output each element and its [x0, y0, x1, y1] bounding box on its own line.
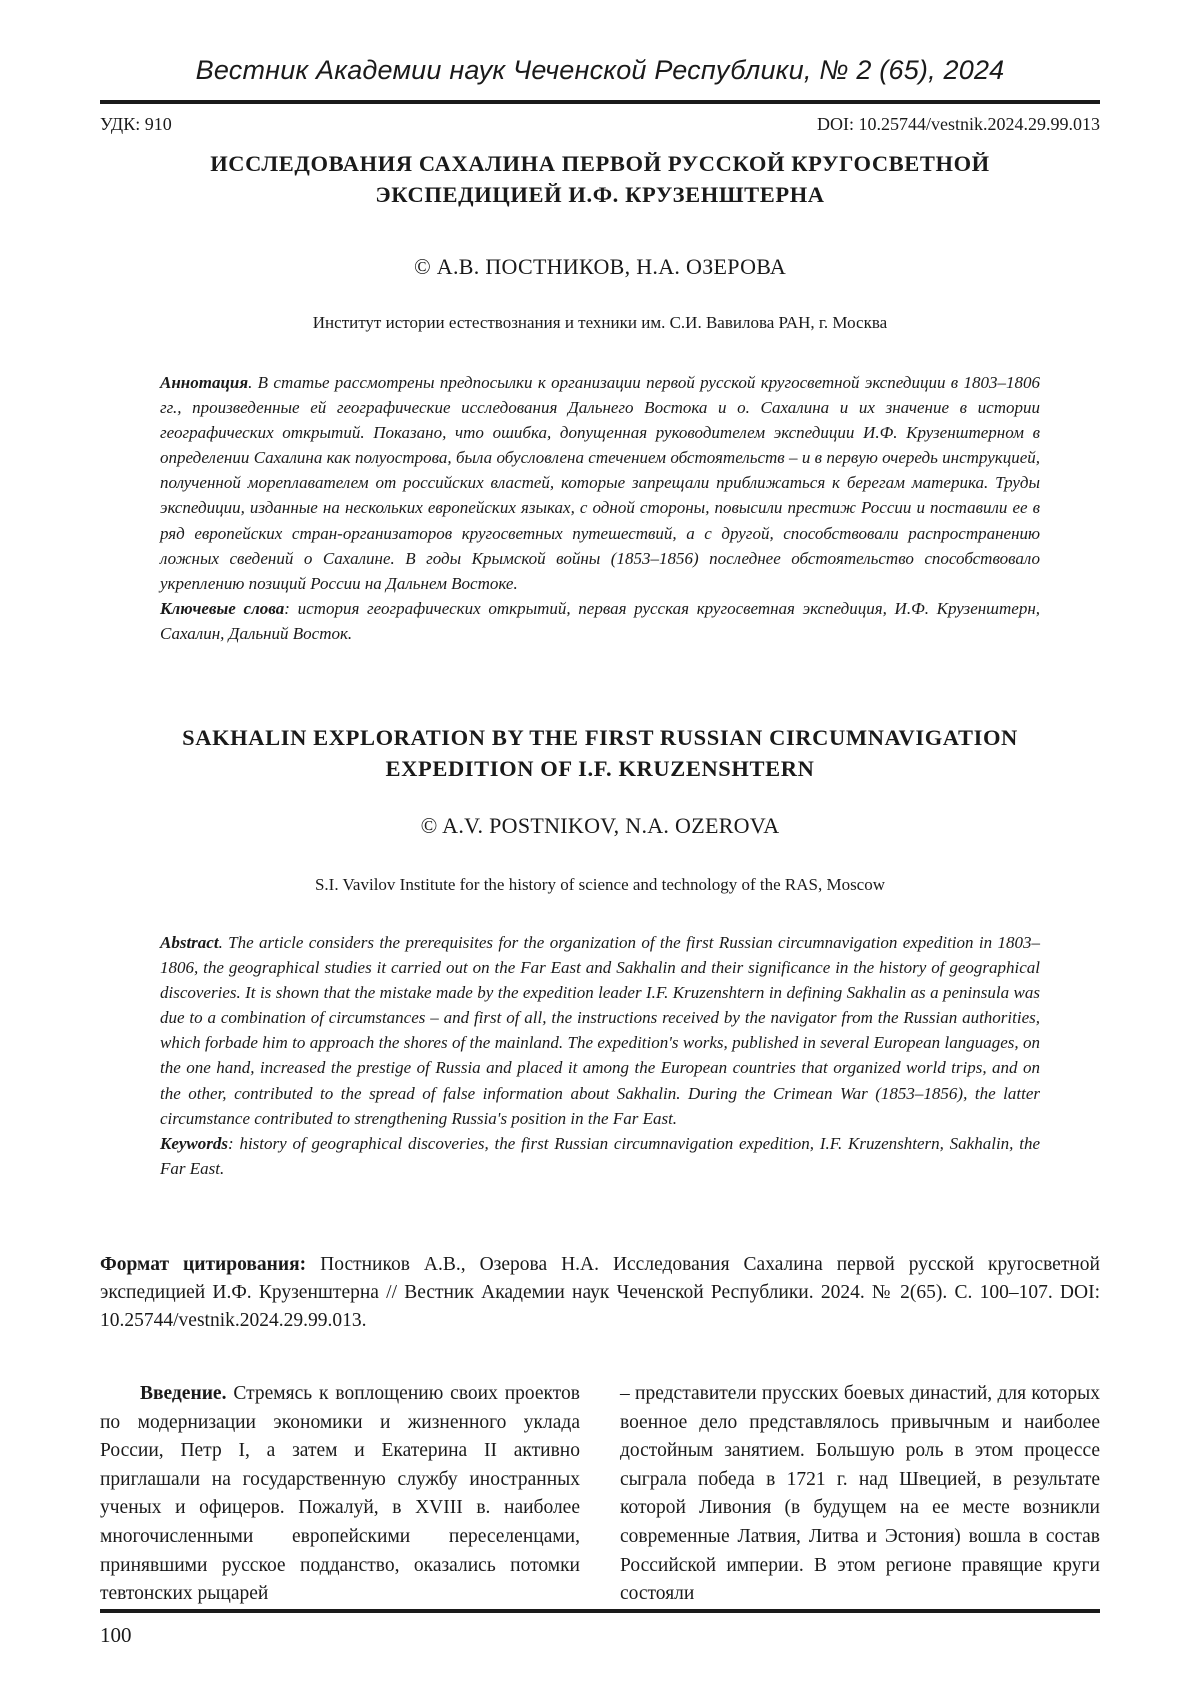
body-column-left	[100, 1380, 580, 1609]
article-title-en	[100, 722, 1100, 784]
footer-rule	[100, 1609, 1100, 1613]
body-column-right	[620, 1380, 1100, 1609]
body-right-text: – представители прусских боевых династий, для которых военное дело представлялось привычным и наиболее достойным занятием. Большую роль в этом процессе сыграла победа в 1721 г. над Швецией, в результате которой Ливония (в будущем на ее месте возникли современные Латвия, Литва и Эстония) вошла в состав Российской империи. В этом регионе правящие круги состояли	[620, 1383, 1100, 1605]
abstract-en-text: . The article considers the prerequisites for the organization of the first Russian circumnavigation expedition in 1803–1806, the geographical studies it carried out on the Far East and Sakhalin and their significance in the history of geographical discoveries. It is shown that the mistake made by the expedition leader I.F. Kruzenshtern in defining Sakhalin as a peninsula was due to a combination of circumstances – and first of all, the instructions received by the navigator from the Russian authorities, which forbade him to approach the shores of the mainland. The expedition's works, published in several European languages, on the one hand, increased the prestige of Russia and placed it among the European countries that organized world trips, and on the other, contributed to the spread of false information about Sakhalin. During the Crimean War (1853–1856), the latter circumstance contributed to strengthening Russia's position in the Far East.	[160, 933, 1040, 1128]
header-rule	[100, 100, 1100, 104]
authors-en: © A.V. POSTNIKOV, N.A. OZEROVA	[420, 813, 780, 838]
title-ru-line2: ЭКСПЕДИЦИЕЙ И.Ф. КРУЗЕНШТЕРНА	[375, 182, 825, 207]
abstract-ru-text: . В статье рассмотрены предпосылки к организации первой русской кругосветной экспедиции в 1803–1806 гг., произведенные ей географические исследования Дальнего Востока и о. Сахалина и их значение в истории географических открытий. Показано, что ошибка, допущенная руководителем экспедиции И.Ф. Крузенштерном в определении Сахалина как полуострова, была обусловлена стечением обстоятельств – и в первую очередь инструкцией, полученной мореплавателем от российских властей, которые запрещали приближаться к берегам материка. Труды экспедиции, изданные на нескольких европейских языках, с одной стороны, повысили престиж России и поставили ее в ряд европейских стран-организаторов кругосветных путешествий, а с другой, способствовали распространению ложных сведений о Сахалине. В годы Крымской войны (1853–1856) последнее обстоятельство способствовало укреплению позиций России на Дальнем Востоке.	[160, 373, 1040, 593]
title-ru-line1: ИССЛЕДОВАНИЯ САХАЛИНА ПЕРВОЙ РУССКОЙ КРУГОСВЕТНОЙ	[210, 151, 990, 176]
institution-en: S.I. Vavilov Institute for the history of science and technology of the RAS, Moscow	[314, 875, 886, 894]
authors-ru: © А.В. ПОСТНИКОВ, Н.А. ОЗЕРОВА	[413, 254, 787, 279]
intro-label: Введение.	[140, 1383, 227, 1404]
doi-code: DOI: 10.25744/vestnik.2024.29.99.013	[817, 114, 1100, 134]
abstract-en-label: Abstract	[160, 933, 219, 952]
abstract-ru-label: Аннотация	[160, 373, 249, 392]
keywords-ru-label: Ключевые слова	[160, 598, 285, 618]
institution-ru: Институт истории естествознания и техники им. С.И. Вавилова РАН, г. Москва	[312, 313, 888, 332]
citation-label: Формат цитирования:	[100, 1254, 307, 1275]
body-left-text: Стремясь к воплощению своих проектов по модернизации экономики и жизненного уклада России, Петр I, а затем и Екатерина II активно приглашали на государственную службу иностранных ученых и офицеров. Пожалуй, в XVIII в. наиболее многочисленными европейскими переселенцами, принявшими русское подданство, оказались потомки тевтонских рыцарей	[100, 1383, 580, 1605]
article-title-ru	[100, 148, 1100, 210]
page-number: 100	[100, 1623, 132, 1647]
abstract-en	[160, 930, 1040, 1181]
keywords-en-text: : history of geographical discoveries, the first Russian circumnavigation expedition, I.F. Kruzenshtern, Sakhalin, the Far East.	[160, 1133, 1040, 1178]
abstract-ru	[160, 370, 1040, 646]
citation-text: Постников А.В., Озерова Н.А. Исследования Сахалина первой русской кругосветной экспедицией И.Ф. Крузенштерна // Вестник Академии наук Чеченской Республики. 2024. № 2(65). С. 100–107. DOI: 10.25744/vestnik.2024.29.99.013.	[100, 1254, 1100, 1331]
title-en-line2: EXPEDITION OF I.F. KRUZENSHTERN	[385, 756, 815, 781]
journal-header: Вестник Академии наук Чеченской Республики, № 2 (65), 2024	[195, 55, 1005, 85]
udk-code: УДК: 910	[100, 114, 172, 134]
keywords-ru-text: : история географических открытий, первая русская кругосветная экспедиция, И.Ф. Крузенштерн, Сахалин, Дальний Восток.	[160, 598, 1041, 643]
keywords-en-label: Keywords	[160, 1133, 228, 1153]
title-en-line1: SAKHALIN EXPLORATION BY THE FIRST RUSSIAN CIRCUMNAVIGATION	[182, 725, 1018, 750]
citation-format	[100, 1251, 1100, 1335]
